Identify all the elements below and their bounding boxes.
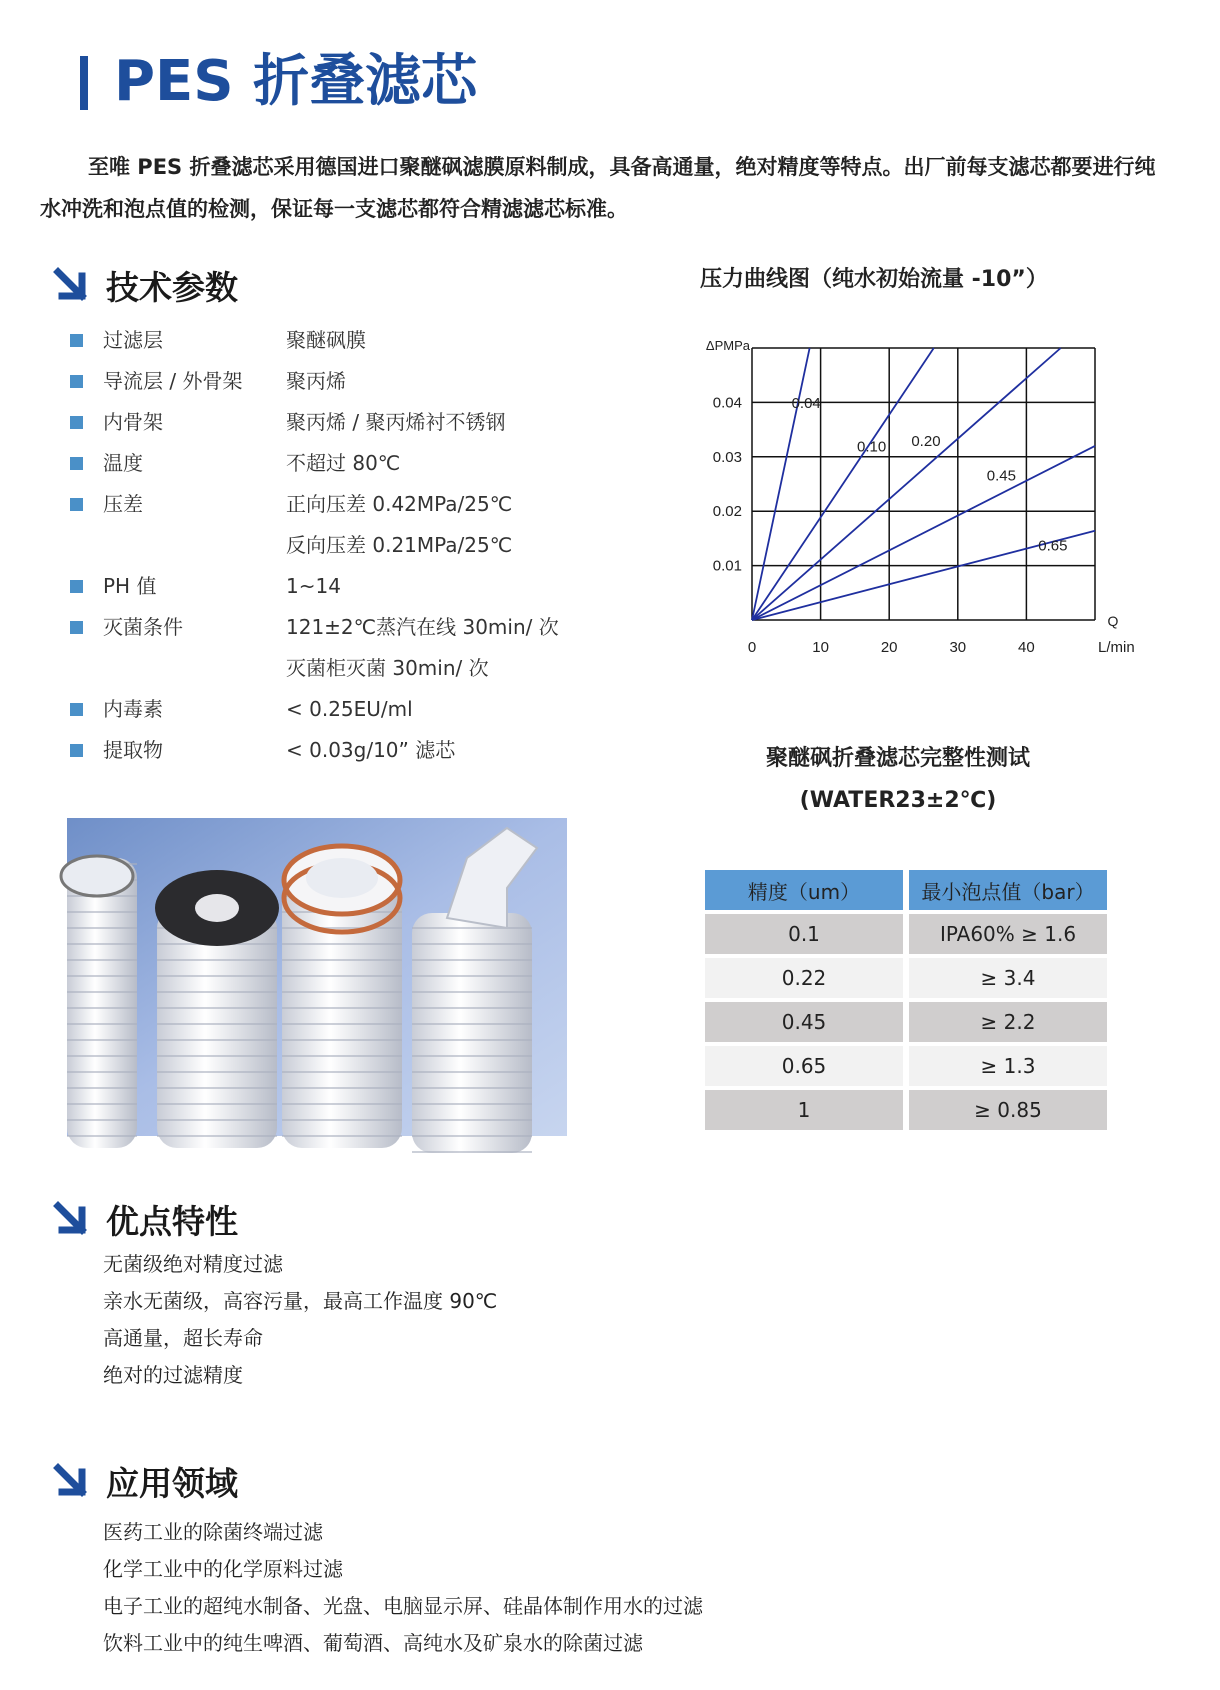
list-item: 饮料工业中的纯生啤酒、葡萄酒、高纯水及矿泉水的除菌过滤 [103,1631,643,1655]
param-name: 过滤层 [103,328,163,352]
cell-precision: 0.22 [705,958,903,998]
param-name: 提取物 [103,738,163,762]
list-item: 电子工业的超纯水制备、光盘、电脑显示屏、硅晶体制作用水的过滤 [103,1594,703,1618]
param-value: < 0.03g/10” 滤芯 [286,738,456,762]
list-item: 医药工业的除菌终端过滤 [103,1520,323,1544]
title-accent-bar [80,56,88,110]
intro-paragraph: 至唯 PES 折叠滤芯采用德国进口聚醚砜滤膜原料制成，具备高通量，绝对精度等特点。出厂前每支滤芯都要进行纯水冲洗和泡点值的检测，保证每一支滤芯都符合精滤滤芯标准。 [40,155,1156,221]
table-row [705,1090,1107,1130]
params-list [70,320,590,771]
param-row [70,361,590,402]
param-value: 灭菌柜灭菌 30min/ 次 [286,656,489,680]
param-value: 聚丙烯 / 聚丙烯衬不锈钢 [286,410,506,434]
section-heading-tech [52,262,238,309]
cell-precision: 0.1 [705,914,903,954]
param-value: 反向压差 0.21MPa/25℃ [286,533,513,557]
arrow-down-right-icon [52,1200,92,1240]
chart-x-tick-label: 40 [1018,639,1035,656]
section-title: 应用领域 [106,1464,238,1503]
table-row [705,1002,1107,1042]
table-row [705,1046,1107,1086]
param-row [70,402,590,443]
list-item: 无菌级绝对精度过滤 [103,1252,283,1276]
chart-x-tick-label: 30 [949,639,967,656]
applications-list [103,1514,703,1662]
param-name: 内毒素 [103,697,163,721]
chart-y-tick-label: 0.04 [712,394,742,412]
chart-series-line [752,446,1095,620]
integrity-test-heading: 聚醚砜折叠滤芯完整性测试 [765,746,1030,771]
square-bullet-icon [70,744,83,757]
param-row [70,689,590,730]
filter-cartridges-photo [67,818,567,1136]
param-name: 温度 [103,451,143,475]
param-value: 1~14 [286,574,341,598]
param-name: PH 值 [103,574,157,598]
pressure-curve-chart [700,330,1135,670]
chart-series-label: 0.04 [791,394,821,412]
chart-y-axis-label: ΔPMPa [705,338,750,353]
integrity-test-title [700,738,1096,822]
chart-x-axis-label: L/min [1098,639,1135,656]
square-bullet-icon [70,498,83,511]
advantages-list [103,1246,497,1394]
square-bullet-icon [70,580,83,593]
arrow-down-right-icon [52,266,92,306]
param-row [70,443,590,484]
chart-y-tick-label: 0.01 [712,557,742,575]
param-row [70,730,590,771]
chart-title: 压力曲线图（纯水初始流量 -10”） [700,267,1048,292]
cell-bubble-point: IPA60% ≥ 1.6 [909,914,1107,954]
section-heading-advantages [52,1196,238,1243]
chart-x-axis-symbol: Q [1107,613,1119,629]
square-bullet-icon [70,703,83,716]
page-title: PES 折叠滤芯 [114,49,478,114]
chart-x-tick-label: 10 [812,639,829,656]
square-bullet-icon [70,375,83,388]
chart-series-label: 0.45 [986,467,1017,485]
chart-y-tick-label: 0.03 [712,448,742,466]
param-row [70,484,590,525]
chart-series-line [752,348,810,620]
section-heading-applications [52,1458,238,1505]
param-value: < 0.25EU/ml [286,697,413,721]
cell-bubble-point: ≥ 1.3 [909,1046,1107,1086]
param-name: 压差 [103,492,143,516]
list-item: 绝对的过滤精度 [103,1363,243,1387]
chart-x-tick-label: 20 [880,639,898,656]
integrity-test-subtitle: (WATER23±2℃) [799,788,997,813]
cell-bubble-point: ≥ 3.4 [909,958,1107,998]
square-bullet-icon [70,334,83,347]
param-name: 灭菌条件 [103,615,183,639]
param-value: 聚丙烯 [286,369,346,393]
square-bullet-icon [70,457,83,470]
list-item: 化学工业中的化学原料过滤 [103,1557,343,1581]
square-bullet-icon [70,416,83,429]
param-row [70,607,590,648]
chart-series-label: 0.10 [856,438,887,456]
column-header-precision: 精度（um） [705,870,903,910]
square-bullet-icon [70,621,83,634]
cell-precision: 1 [705,1090,903,1130]
param-value: 121±2℃蒸汽在线 30min/ 次 [286,615,559,639]
param-row [70,648,590,689]
column-header-bubble-point: 最小泡点值（bar） [909,870,1107,910]
table-row [705,958,1107,998]
param-row [70,525,590,566]
table-row [705,914,1107,954]
chart-series-label: 0.20 [911,432,941,450]
param-value: 正向压差 0.42MPa/25℃ [286,492,513,516]
param-name: 内骨架 [103,410,163,434]
list-item: 亲水无菌级，高容污量，最高工作温度 90℃ [103,1289,498,1313]
chart-x-tick-label: 0 [747,639,757,656]
cell-bubble-point: ≥ 0.85 [909,1090,1107,1130]
cell-precision: 0.45 [705,1002,903,1042]
param-name: 导流层 / 外骨架 [103,369,243,393]
param-row [70,320,590,361]
section-title: 优点特性 [106,1202,238,1241]
chart-y-tick-label: 0.02 [712,503,742,521]
cell-bubble-point: ≥ 2.2 [909,1002,1107,1042]
param-value: 聚醚砜膜 [286,328,366,352]
param-row [70,566,590,607]
section-title: 技术参数 [106,268,238,307]
integrity-test-table [699,866,1113,1134]
cell-precision: 0.65 [705,1046,903,1086]
list-item: 高通量，超长寿命 [103,1326,263,1350]
chart-series-label: 0.65 [1038,537,1068,555]
param-value: 不超过 80℃ [286,451,401,475]
arrow-down-right-icon [52,1462,92,1502]
